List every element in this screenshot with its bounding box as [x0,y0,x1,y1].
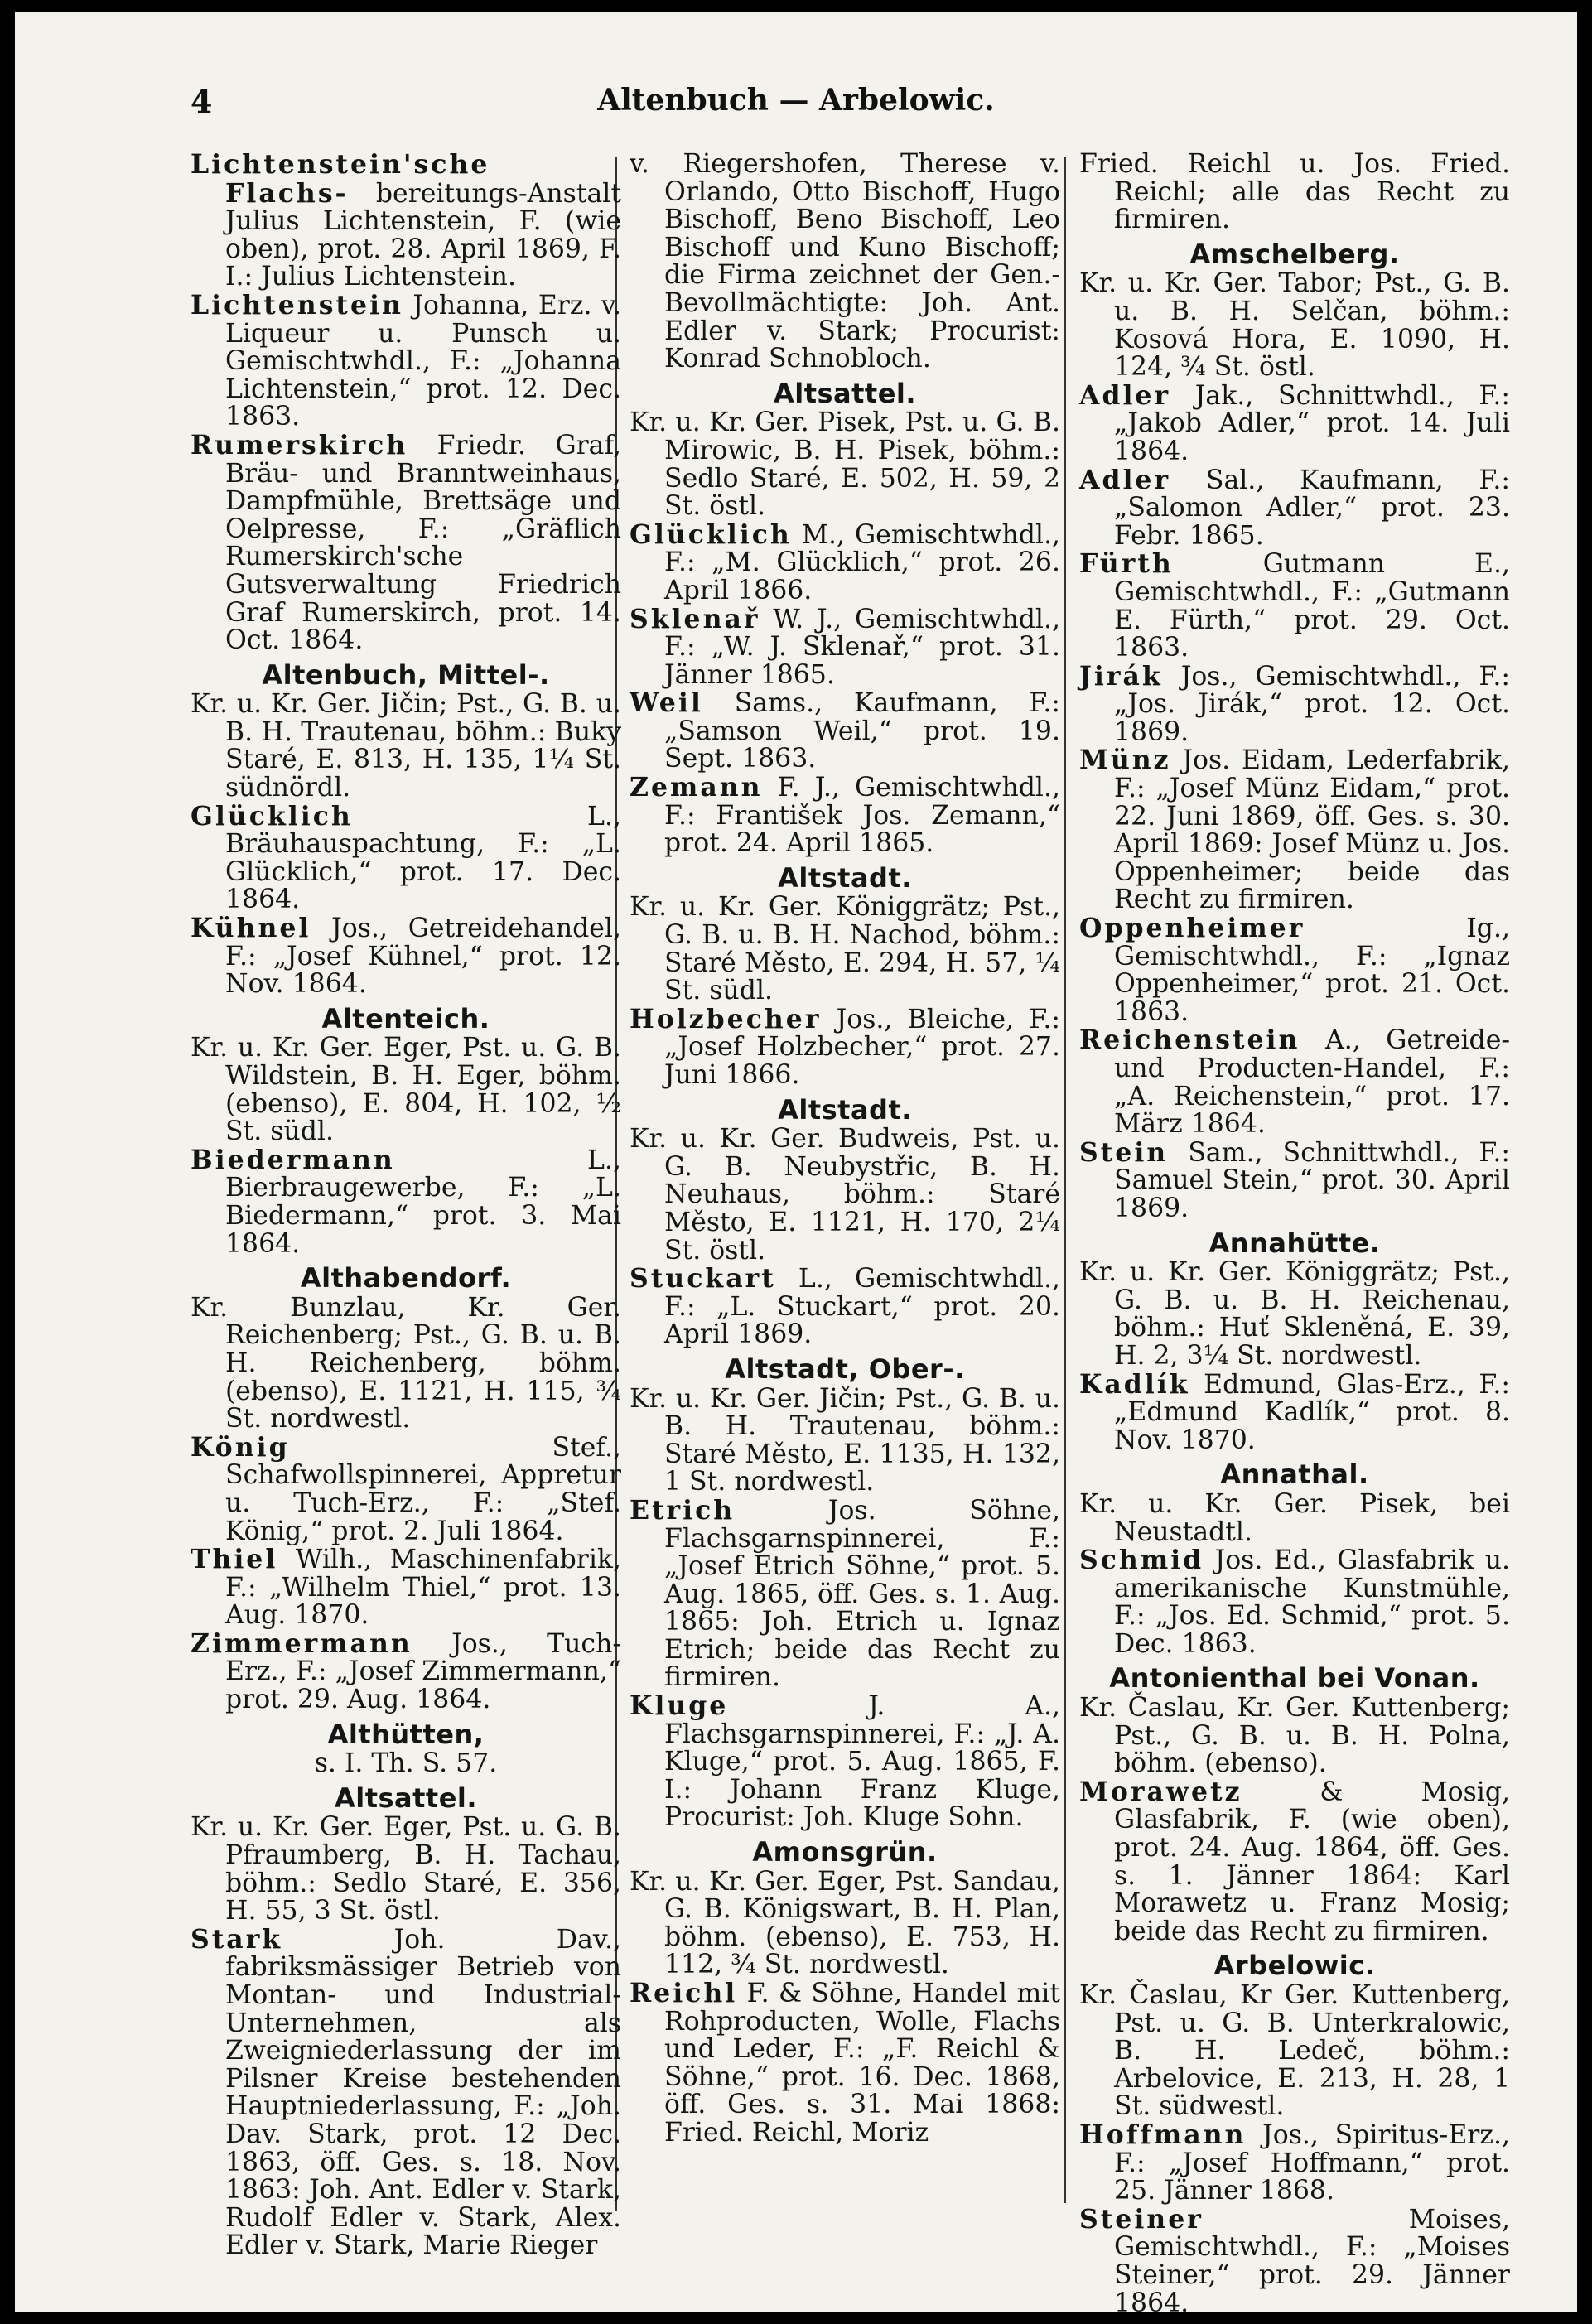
directory-entry [1079,2121,1510,2206]
directory-entry [630,1005,1060,1090]
directory-entry [1079,1026,1510,1138]
place-heading: Antonienthal bei Vonan. [1109,1662,1480,1695]
directory-entry [630,774,1060,858]
place-description: Kr. u. Kr. Ger. Pisek, Pst. u. G. B. Mirowic, B. H. Pisek, böhm.: Sedlo Staré, E. 502, H. 59, 2 St. östl. [630,407,1060,522]
directory-entry [1079,660,1511,747]
entry-details: Jos., Gemischtwhdl., F.: „Jos. Jirák,“ prot. 12. Oct. 1869. [1114,661,1511,747]
entry-details: Jos., Bleiche, F.: „Josef Holzbecher,“ prot. 27. Juni 1866. [664,1004,1060,1090]
directory-entry [630,1692,1060,1832]
directory-entry [191,429,621,656]
entry-details: Ig., Gemischtwhdl., F.: „Ignaz Oppenheimer,“ prot. 21. Oct. 1863. [1114,914,1510,1027]
entry-name: Münz [1079,745,1171,776]
entry-name: Kluge [630,1690,729,1722]
entry-details: Moises, Gemischtwhdl., F.: „Moises Steiner,“ prot. 29. Jänner 1864. [1114,2204,1510,2318]
entry-name: Glücklich [191,800,353,832]
entry-details: Edmund, Glas-Erz., F.: „Edmund Kadlík,“ prot. 8. Nov. 1870. [1114,1369,1511,1455]
place-description: Fried. Reichl u. Jos. Fried. Reichl; alle das Recht zu firmiren. [1079,149,1510,235]
entry-name: Oppenheimer [1079,913,1305,944]
place-description: Kr. u. Kr. Ger. Jičin; Pst., G. B. u. B. H. Trautenau, böhm.: Staré Město, E. 1135, H. 132, 1 St. nordwestl. [630,1383,1060,1497]
entry-details: Gutmann E., Gemischtwhdl., F.: „Gutmann E. Fürth,“ prot. 29. Oct. 1863. [1114,549,1510,663]
entry-name: Sklenař [630,603,760,634]
entry-name: Adler [1079,464,1171,495]
entry-name: Rumerskirch [191,429,408,460]
entry-name: Jirák [1079,660,1163,692]
entry-name: Fürth [1079,548,1174,580]
entry-details: A., Getreide- und Producten-Handel, F.: „A. Reichenstein,“ prot. 17. März 1864. [1114,1025,1510,1140]
column-1 [191,151,621,2260]
place-description: Kr. u. Kr. Ger. Jičin; Pst., G. B. u. B. H. Trautenau, böhm.: Buky Staré, E. 813, H. 135, 1¼ St. südnördl. [191,689,621,803]
place-description: Kr. u. Kr. Ger. Königgrätz; Pst., G. B. u. B. H. Reichenau, böhm.: Huť Skleněná, E. 39, H. 2, 3¼ St. nordwestl. [1079,1257,1510,1371]
entry-name: Morawetz [1079,1776,1242,1807]
place-heading: Amschelberg. [1189,238,1400,270]
column-2 [630,151,1060,2148]
directory-entry [1079,550,1510,662]
entry-name: Reichenstein [1079,1025,1300,1056]
directory-entry [1079,1546,1510,1658]
entry-details: Jos. Eidam, Lederfabrik, F.: „Josef Münz Eidam,“ prot. 22. Juni 1869, öff. Ges. s. 30. April 1869: Josef Münz u. Jos. Oppenheimer; beide das Recht zu firmiren. [1114,745,1511,915]
entry-name: Schmid [1079,1545,1204,1576]
entry-name: Holzbecher [630,1003,822,1034]
directory-entry [1079,1778,1510,1946]
entry-details: Jos. Söhne, Flachsgarnspinnerei, F.: „Josef Etrich Söhne,“ prot. 5. Aug. 1865, öff. Ges. s. 1. Aug. 1865: Joh. Etrich u. Ignaz Etrich; beide das Recht zu firmiren. [664,1495,1061,1693]
directory-entry [630,689,1060,774]
entry-details: L., Bräuhauspachtung, F.: „L. Glücklich,“ prot. 17. Dec. 1864. [225,801,621,915]
directory-entry [191,1545,621,1630]
entry-details: Jos., Tuch-Erz., F.: „Josef Zimmermann,“ prot. 29. Aug. 1864. [225,1628,621,1715]
directory-entry [191,289,621,432]
entry-details: J. A., Flachsgarnspinnerei, F.: „J. A. Kluge,“ prot. 5. Aug. 1865, F. I.: Johann Franz Kluge, Procurist: Joh. Kluge Sohn. [664,1691,1061,1833]
place-heading: Annathal. [1220,1459,1369,1491]
entry-details: L., Bierbraugewerbe, F.: „L. Biedermann,“ prot. 3. Mai 1864. [225,1145,621,1259]
place-heading: Altenteich. [321,1002,490,1034]
entry-details: Johanna, Erz. v. Liqueur u. Punsch u. Gemischtwhdl., F.: „Johanna Lichtenstein,“ prot. 12. Dec. 1863. [225,290,621,432]
entry-name: Kadlík [1079,1368,1190,1400]
entry-details: bereitungs-Anstalt Julius Lichtenstein, F. (wie oben), prot. 28. April 1869, F. I.: Julius Lichtenstein. [225,178,621,292]
entry-name: Lichtenstein [191,289,403,321]
entry-name: Etrich [630,1494,736,1526]
place-description: Kr. Časlau, Kr. Ger. Kuttenberg; Pst., G. B. u. B. H. Polna, böhm. (ebenso). [1079,1693,1510,1779]
place-heading: Altstadt. [778,861,912,894]
entry-details: Stef., Schafwollspinnerei, Appretur u. Tuch-Erz., F.: „Stef. König,“ prot. 2. Juli 1864. [225,1432,621,1546]
entry-details: Sal., Kaufmann, F.: „Salomon Adler,“ prot. 23. Febr. 1865. [1114,465,1510,551]
directory-entry [1079,2203,1510,2318]
place-description: Kr. u. Kr. Ger. Königgrätz; Pst., G. B. u. B. H. Nachod, böhm.: Staré Město, E. 294, H. 57, ¼ St. südl. [630,892,1060,1006]
directory-entry [1079,1368,1511,1455]
directory-entry [191,800,621,915]
entry-name: Kühnel [191,913,311,944]
place-heading: Altenbuch, Mittel-. [262,658,550,691]
directory-entry [630,1494,1061,1693]
entry-details: F. J., Gemischtwhdl., F.: František Jos. Zemann,“ prot. 24. April 1865. [664,773,1060,859]
directory-entry [1079,466,1510,551]
directory-entry [630,1265,1060,1349]
place-heading: Althabendorf. [300,1262,512,1295]
entry-name: König [191,1431,290,1463]
entry-name: Glücklich [630,518,792,550]
column-3 [1079,151,1510,2317]
place-heading: Altstadt. [778,1093,912,1126]
entry-details: Jos., Spiritus-Erz., F.: „Josef Hoffmann,“ prot. 25. Jänner 1868. [1114,2119,1510,2206]
place-heading: Arbelowic. [1213,1950,1376,1982]
entry-name: Adler [1079,379,1171,411]
directory-entry [191,914,621,999]
entry-details: F. & Söhne, Handel mit Rohproducten, Wolle, Flachs und Leder, F.: „F. Reichl & Söhne,“ prot. 16. Dec. 1868, öff. Ges. s. 31. Mai 1868: Fried. Reichl, Moriz [664,1979,1061,2148]
directory-entry [191,1431,621,1546]
entry-details: Jos. Ed., Glasfabrik u. amerikanische Kunstmühle, F.: „Jos. Ed. Schmid,“ prot. 5. Dec. 1863. [1114,1545,1510,1659]
directory-entry [191,151,621,292]
directory-entry [630,605,1060,690]
place-heading: Annahütte. [1208,1227,1381,1259]
directory-entry [1079,1136,1511,1223]
entry-details: & Mosig, Glasfabrik, F. (wie oben), prot. 24. Aug. 1864, öff. Ges. s. 1. Jänner 1864: Karl Morawetz u. Franz Mosig; beide das Recht zu firmiren. [1114,1777,1510,1946]
entry-details: Sams., Kaufmann, F.: „Samson Weil,“ prot. 19. Sept. 1863. [664,688,1060,774]
place-heading: Altsattel. [334,1782,478,1814]
cross-reference: s. I. Th. S. 57. [314,1748,498,1779]
entry-name: Weil [630,687,703,719]
running-title: Altenbuch — Arbelowic. [597,83,995,118]
entry-name: Zemann [630,772,763,803]
place-description: v. Riegershofen, Therese v. Orlando, Otto Bischoff, Hugo Bischoff, Beno Bischoff, Leo Bischoff und Kuno Bischoff; die Firma zeichnet der Gen.-Bevollmächtigte: Joh. Ant. Edler v. Stark; Procurist: Konrad Schnobloch. [630,149,1060,374]
place-description: Kr. u. Kr. Ger. Eger, Pst. u. G. B. Pfraumberg, B. H. Tachau, böhm.: Sedlo Staré, E. 356, H. 55, 3 St. östl. [191,1812,621,1926]
entry-name: Stuckart [630,1263,776,1295]
place-description: Kr. u. Kr. Ger. Eger, Pst. Sandau, G. B. Königswart, B. H. Plan, böhm. (ebenso), E. 753, H. 112, ¾ St. nordwestl. [630,1866,1060,1980]
entry-name: Stein [1079,1136,1169,1168]
directory-entry [191,1146,621,1258]
column-rule [1064,157,1066,2203]
place-heading: Amonsgrün. [752,1836,938,1868]
entry-name: Biedermann [191,1144,395,1175]
directory-entry [630,518,1060,605]
place-heading: Altsattel. [773,377,917,409]
directory-entry [191,1923,621,2261]
entry-details: L., Gemischtwhdl., F.: „L. Stuckart,“ prot. 20. April 1869. [664,1264,1060,1350]
directory-entry [630,1979,1060,2148]
entry-name: Hoffmann [1079,2119,1247,2150]
place-description: Kr. u. Kr. Ger. Budweis, Pst. u. G. B. Neubystřic, B. H. Neuhaus, böhm.: Staré Město, E. 1121, H. 170, 2¼ St. östl. [630,1124,1060,1266]
entry-name: Zimmermann [191,1627,412,1659]
entry-name: Reichl [630,1978,738,2008]
entry-details: M., Gemischtwhdl., F.: „M. Glücklich,“ prot. 26. April 1866. [664,519,1060,605]
page-number: 4 [191,83,213,120]
place-heading: Altstadt, Ober-. [725,1352,965,1385]
directory-entry [1079,914,1510,1026]
entry-details: Joh. Dav., fabriksmässiger Betrieb von Montan- und Industrial-Unternehmen, als Zweigniederlassung der im Pilsner Kreise bestehenden Hauptniederlassung, F.: „Joh. Dav. Stark, prot. 12 Dec. 1863, öff. Ges. s. 18. Nov. 1863: Joh. Ant. Edler v. Stark, Rudolf Edler v. Stark, Alex. Edler v. Stark, Marie Rieger [225,1924,621,2261]
place-description: Kr. u. Kr. Ger. Tabor; Pst., G. B. u. B. H. Selčan, böhm.: Kosová Hora, E. 1090, H. 124, ¾ St. östl. [1079,268,1510,383]
entry-details: Wilh., Maschinenfabrik, F.: „Wilhelm Thiel,“ prot. 13. Aug. 1870. [225,1545,621,1631]
entry-details: Sam., Schnittwhdl., F.: Samuel Stein,“ prot. 30. April 1869. [1114,1137,1511,1223]
entry-details: Jak., Schnittwhdl., F.: „Jakob Adler,“ prot. 14. Juli 1864. [1114,380,1511,466]
entry-name: Steiner [1079,2203,1204,2235]
entry-details: Jos., Getreidehandel, F.: „Josef Kühnel,“ prot. 12. Nov. 1864. [225,914,622,1000]
place-heading: Althütten, [327,1718,485,1750]
entry-details: W. J., Gemischtwhdl., F.: „W. J. Sklenař,“ prot. 31. Jänner 1865. [664,604,1060,690]
entry-name: Lichtenstein'sche Flachs- [191,149,490,209]
place-description: Kr. Bunzlau, Kr. Ger. Reichenberg; Pst., G. B. u. B. H. Reichenberg, böhm. (ebenso), E. 1121, H. 115, ¾ St. nordwestl. [191,1292,621,1434]
entry-name: Stark [191,1923,283,1955]
place-description: Kr. Časlau, Kr Ger. Kuttenberg, Pst. u. G. B. Unterkralowic, B. H. Ledeč, böhm.: Arbelovice, E. 213, H. 28, 1 St. südwestl. [1079,1980,1510,2122]
entry-name: Thiel [191,1544,278,1575]
directory-entry [191,1627,621,1715]
entry-details: Friedr. Graf, Bräu- und Branntweinhaus, Dampfmühle, Brettsäge und Oelpresse, F.: „Gräflich Rumerskirch'sche Gutsverwaltung Friedrich Graf Rumerskirch, prot. 14. Oct. 1864. [225,430,621,656]
place-description: Kr. u. Kr. Ger. Pisek, bei Neustadtl. [1079,1488,1510,1547]
place-description: Kr. u. Kr. Ger. Eger, Pst. u. G. B. Wildstein, B. H. Eger, böhm. (ebenso), E. 804, H. 102, ½ St. südl. [191,1033,621,1147]
directory-entry [1079,746,1510,914]
directory-entry [1079,379,1511,466]
